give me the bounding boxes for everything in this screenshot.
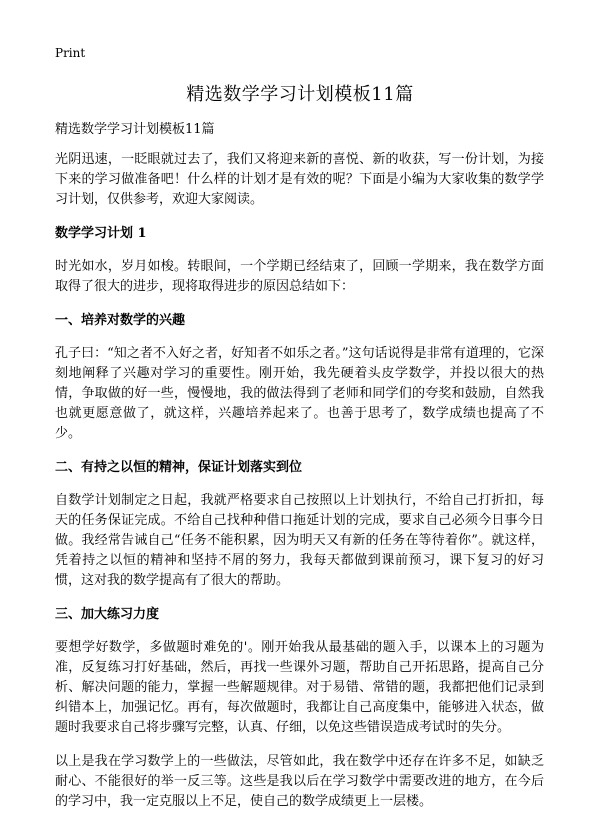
document-subtitle: 精选数学学习计划模板11篇 (55, 122, 215, 137)
document-title: 精选数学学习计划模板11篇 (186, 84, 414, 105)
part-3-heading: 三、加大练习力度 (55, 607, 160, 622)
part-3-body: 要想学好数学，多做题时难免的'。刚开始我从最基础的题入手，以课本上的习题为准，反复练习打好基础，然后，再找一些课外习题，帮助自己开拓思路，提高自己分析、解决问题的能力，掌握一些解题规律。对于易错、常错的题，我都把他们记录到纠错本上，加强记忆。再有，每次做题时，我都让自己高度集中，能够进入状态，做题时我要求自己将步骤写完整，认真、仔细，以免这些错误造成考试时的失分。 (55, 640, 544, 735)
print-link[interactable]: Print (55, 46, 86, 60)
section-intro-paragraph: 时光如水，岁月如梭。转眼间，一个学期已经结束了，回顾一学期来，我在数学方面取得了很大的进步，现将取得进步的原因总结如下： (55, 259, 544, 294)
intro-paragraph: 光阴迅速，一眨眼就过去了，我们又将迎来新的喜悦、新的收获，写一份计划，为接下来的学习做准备吧！什么样的计划才是有效的呢？下面是小编为大家收集的数学学习计划，仅供参考，欢迎大家阅读。 (55, 152, 544, 207)
part-2-heading: 二、有持之以恒的精神，保证计划落实到位 (55, 460, 303, 475)
section-heading: 数学学习计划 1 (55, 226, 147, 241)
part-2-body: 自数学计划制定之日起，我就严格要求自己按照以上计划执行，不给自己打折扣，每天的任务保证完成。不给自己找种种借口拖延计划的完成，要求自己必须今日事今日做。我经常告诫自己“任务不能积累，因为明天又有新的任务在等待着你”。就这样，凭着持之以恒的精神和坚持不屑的努力，我每天都做到课前预习，课下复习的好习惯，这对我的数学提高有了很大的帮助。 (55, 493, 544, 588)
part-1-body: 孔子曰：“知之者不入好之者，好知者不如乐之者。”这句话说得是非常有道理的，它深刻地阐释了兴趣对学习的重要性。刚开始，我先硬着头皮学数学，并投以很大的热情，争取做的好一些，慢慢地，我的做法得到了老师和同学们的夸奖和鼓励，自然我也就更愿意做了，就这样，兴趣培养起来了。也善于思考了，数学成绩也提高了不少。 (55, 346, 544, 441)
closing-paragraph: 以上是我在学习数学上的一些做法，尽管如此，我在数学中还存在许多不足，如缺乏耐心、不能很好的举一反三等。这些是我以后在学习数学中需要改进的地方，在今后的学习中，我一定克服以上不足，使自己的数学成绩更上一层楼。 (55, 754, 544, 809)
part-1-heading: 一、培养对数学的兴趣 (55, 313, 186, 328)
document-body (55, 120, 544, 826)
